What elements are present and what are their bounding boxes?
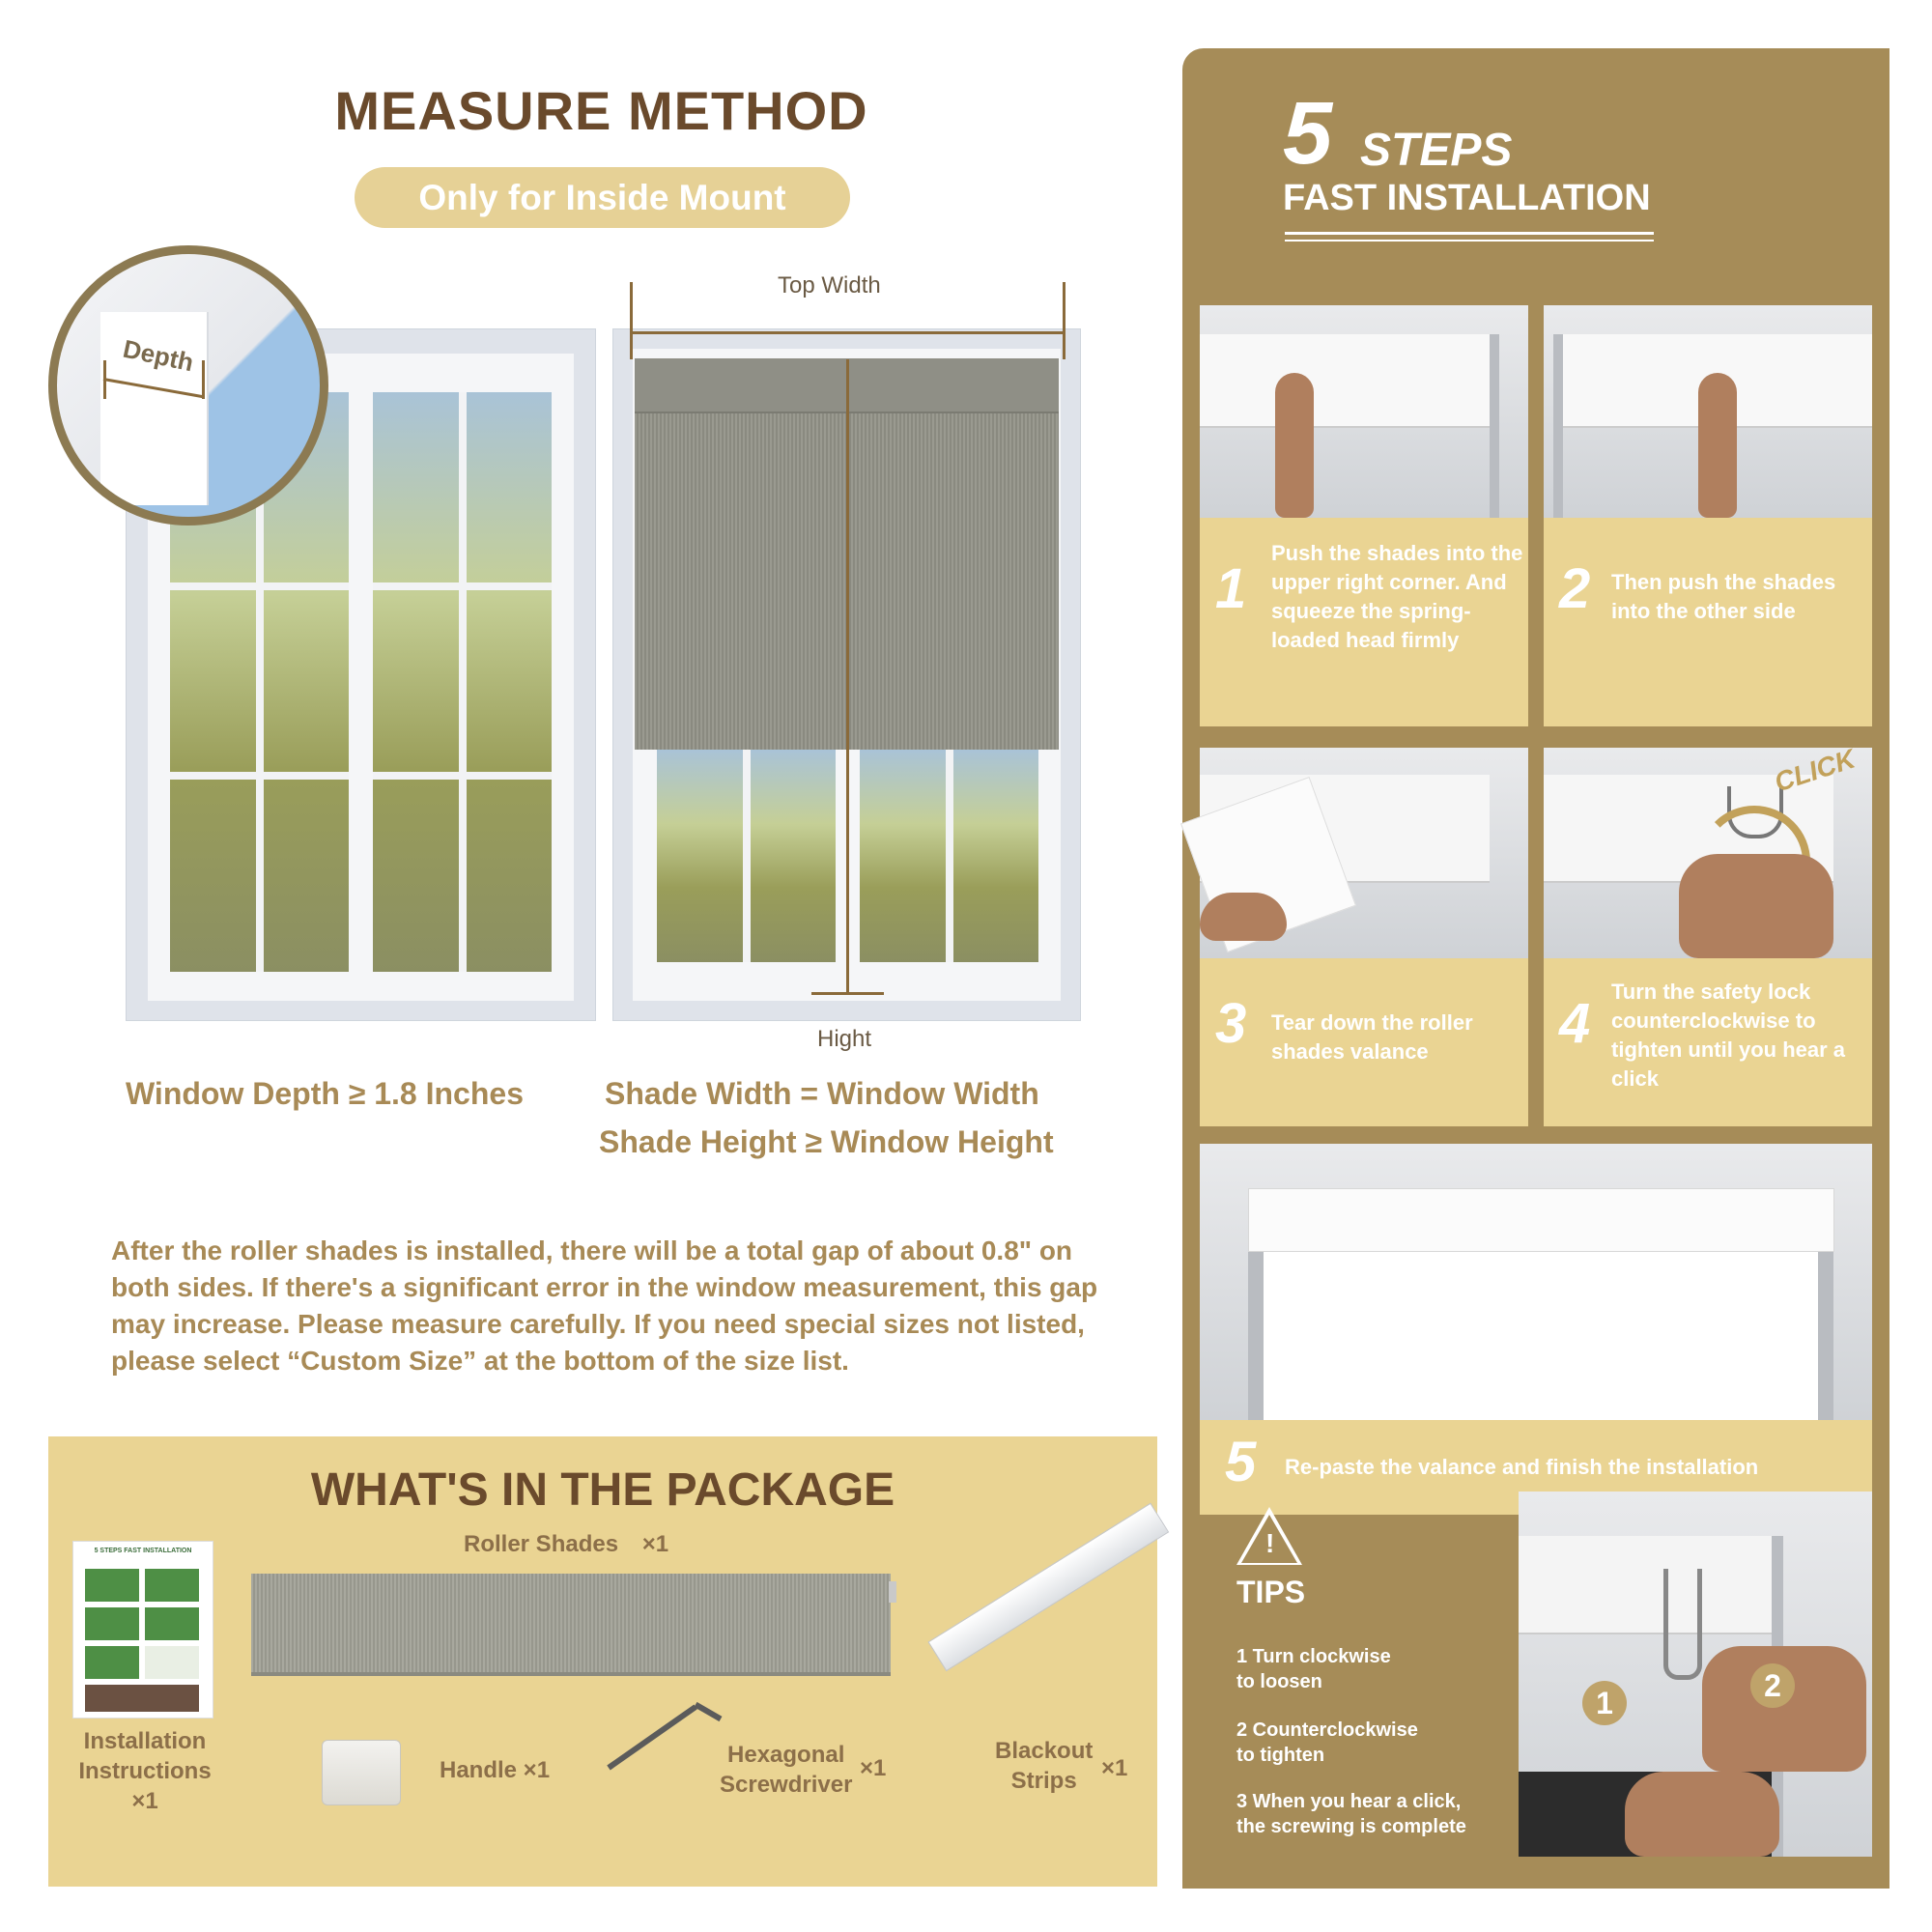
instructions-line2: Instructions (78, 1758, 212, 1784)
booklet-title: 5 STEPS FAST INSTALLATION (94, 1548, 192, 1554)
depth-rule: Window Depth ≥ 1.8 Inches (126, 1076, 524, 1111)
tip-1: 1 Turn clockwise to loosen (1236, 1646, 1391, 1692)
step-number-3: 3 (1215, 992, 1247, 1055)
measure-title: MEASURE METHOD (334, 80, 868, 141)
step-number-1: 1 (1215, 557, 1247, 620)
tip-3: 3 When you hear a click, the screwing is complete (1236, 1791, 1466, 1837)
badge-1: 1 (1582, 1681, 1627, 1725)
handle-label: Handle ×1 (440, 1757, 551, 1783)
steps-heading-word: STEPS (1360, 125, 1513, 176)
hand-icon (1698, 373, 1737, 518)
tips-photo (1519, 1492, 1872, 1857)
hex-qty: ×1 (860, 1755, 887, 1781)
steps-heading-number: 5 (1283, 84, 1333, 183)
installation-gap-note: After the roller shades is installed, there will be a total gap of about 0.8" on both sides. If there's a significant error in the window measurement, this gap may increase. Please measure carefully. If you need special sizes not listed, please select “Custom Size” at the bottom of the size list. (111, 1236, 1098, 1376)
step-text-1: Push the shades into the upper right corner. And squeeze the spring-loaded head firmly (1271, 541, 1523, 652)
height-rule: Shade Height ≥ Window Height (599, 1124, 1054, 1159)
hand-icon (1275, 373, 1314, 518)
hand-icon (1702, 1646, 1866, 1772)
package-title: WHAT'S IN THE PACKAGE (310, 1464, 895, 1516)
instruction-booklet (72, 1541, 213, 1719)
strips-line1: Blackout (995, 1738, 1094, 1764)
click-label: CLICK (1771, 743, 1860, 798)
step-card-5 (1200, 1144, 1872, 1515)
steps-heading-sub: FAST INSTALLATION (1283, 178, 1651, 218)
tips-title: TIPS (1236, 1575, 1306, 1609)
roller-shades-label: Roller Shades (464, 1531, 619, 1557)
handle-product (322, 1740, 401, 1805)
step-text-3: Tear down the roller shades valance (1271, 1010, 1473, 1064)
step-text-4: Turn the safety lock counterclockwise to tighten until you hear a click (1611, 980, 1846, 1091)
package-section (48, 1436, 1157, 1887)
height-label: Hight (817, 1026, 872, 1052)
hex-screwdriver-product (607, 1704, 697, 1770)
width-rule: Shade Width = Window Width (605, 1076, 1039, 1111)
tip-2: 2 Counterclockwise to tighten (1236, 1719, 1418, 1766)
roller-shades-qty: ×1 (641, 1531, 669, 1557)
depth-label: Depth (120, 333, 197, 378)
step-number-4: 4 (1559, 992, 1591, 1055)
step-number-5: 5 (1225, 1431, 1257, 1493)
step-text-2: Then push the shades into the other side (1611, 570, 1836, 623)
safety-lock-icon (1663, 1569, 1702, 1680)
instructions-qty: ×1 (131, 1788, 158, 1814)
step-text-5: Re-paste the valance and finish the installation (1285, 1455, 1759, 1479)
hand-icon (1625, 1772, 1779, 1857)
hand-icon (1679, 854, 1833, 958)
instructions-line1: Installation (83, 1728, 207, 1754)
depth-detail-circle (48, 245, 328, 526)
step-number-2: 2 (1559, 557, 1591, 620)
strips-line2: Strips (1010, 1768, 1077, 1794)
strips-qty: ×1 (1101, 1755, 1128, 1781)
hand-icon (1200, 893, 1287, 941)
badge-2: 2 (1750, 1663, 1795, 1708)
hex-line2: Screwdriver (720, 1772, 853, 1798)
hex-line1: Hexagonal (727, 1742, 845, 1768)
top-width-label: Top Width (778, 272, 881, 298)
inside-mount-badge: Only for Inside Mount (355, 167, 850, 228)
step-card-4 (1544, 743, 1872, 1126)
blackout-strips-product (927, 1503, 1169, 1672)
step-card-2 (1544, 305, 1872, 726)
step-card-3 (1200, 748, 1528, 1126)
step-card-1 (1200, 305, 1528, 726)
roller-shade-product (251, 1574, 891, 1676)
steps-panel: 5 STEPS FAST INSTALLATION 1 Push the shades into the upper right corner. And squeeze the spring-loaded head firmly 2 Then push the shades into the other side 3 Tear down the roller shades valance CLICK 4 Turn the safety lock counterclockwise to tighten until you hear a click 5 Re-paste the valance and finish the installation ! TIPS 1 Turn clockwise to loosen 2 Counterclockwise to tighten 3 When you hear a click, the screwing is complete 1 2 (1182, 48, 1889, 1889)
